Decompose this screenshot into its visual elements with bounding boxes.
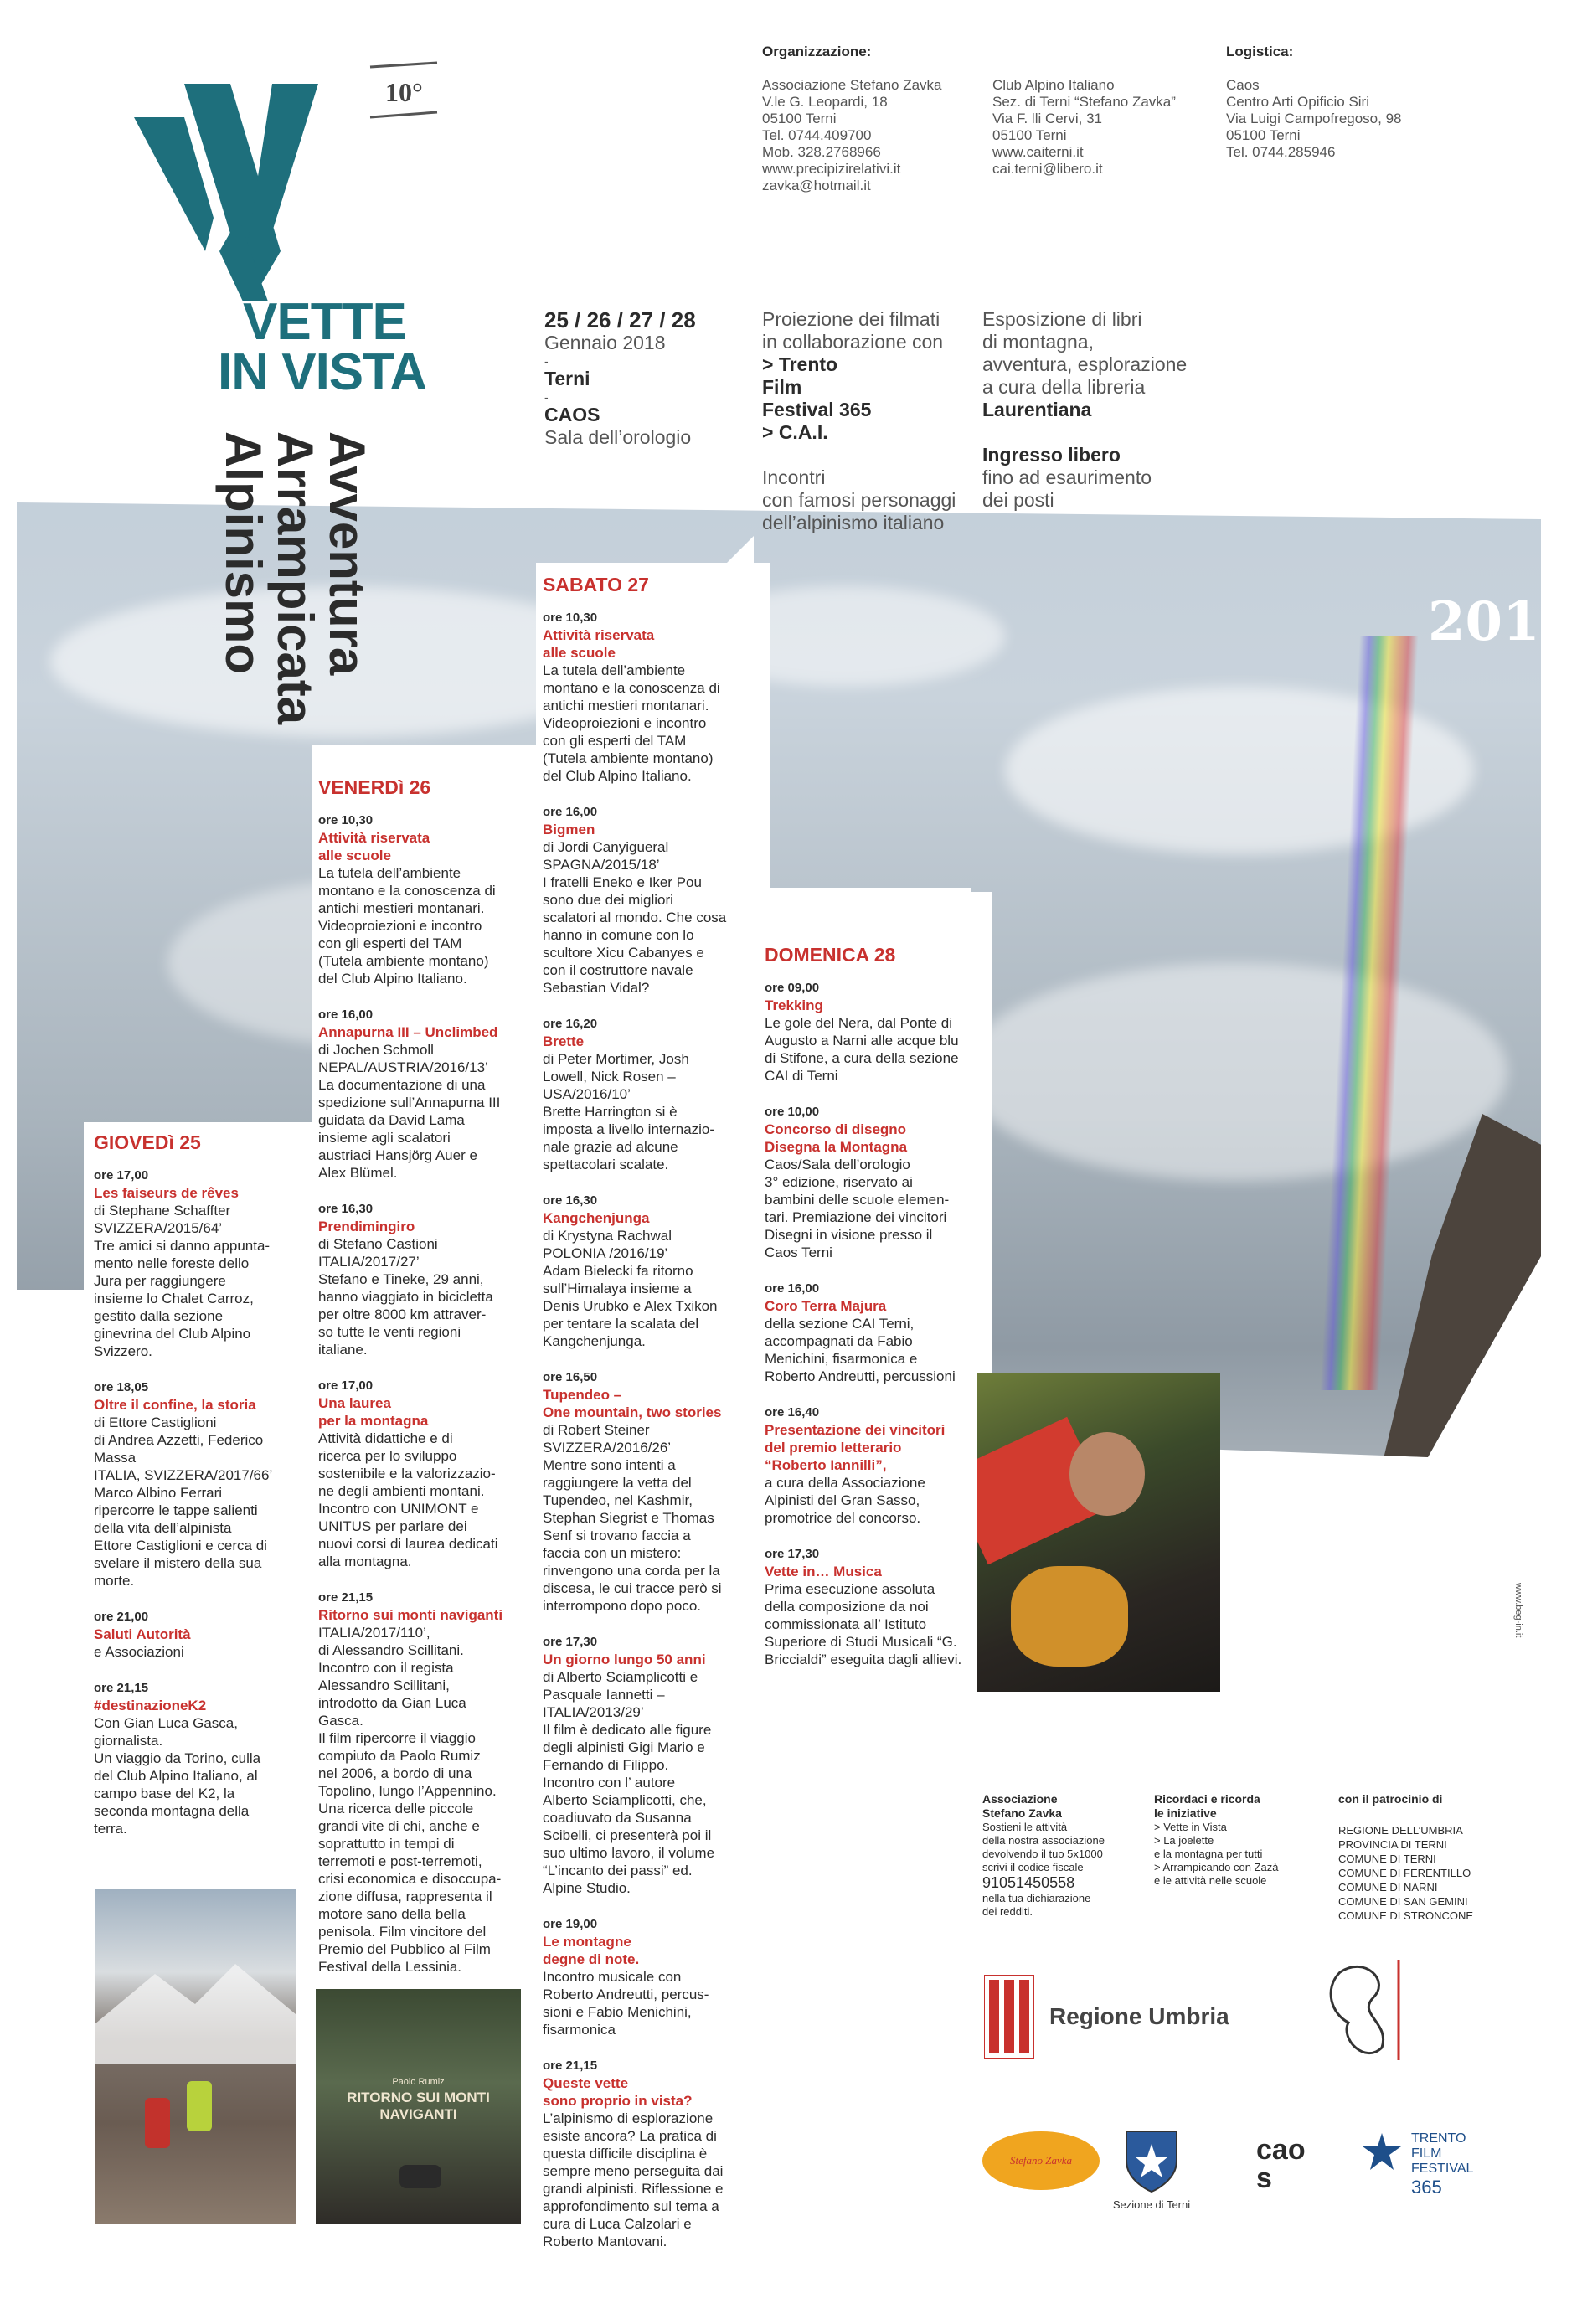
footer-patrocinio — [1338, 1792, 1556, 1923]
event-time: ore 16,30 — [543, 1193, 598, 1208]
dates-month: Gennaio 2018 — [544, 332, 666, 353]
event-item — [765, 1404, 984, 1527]
event-text: La tutela dell’ambiente montano e la conoscenza di antichi mestieri montanari. Videoproiezioni e incontro con gli esperti del TAM (Tutela ambiente montano) del Club Alpino Italiano. — [543, 662, 720, 784]
event-text: Caos/Sala dell’orologio 3° edizione, riservato ai bambini delle scuole elemen- tari. Premiazione dei vincitori Disegni in visione presso il Caos Terni — [765, 1157, 950, 1260]
event-title: Bigmen — [543, 822, 595, 837]
event-item — [318, 1006, 540, 1182]
ingresso-text: fino ad esaurimento dei posti — [982, 466, 1152, 511]
logo-title-line2: IN VISTA — [218, 343, 427, 401]
event-time: ore 10,00 — [765, 1105, 820, 1119]
event-text: Attività didattiche e di ricerca per lo sviluppo sostenibile e la valorizzazio- ne degli ambienti montani. Incontro con UNIMONT e UNITUS per parlare dei nuovi corsi di laurea dedicati alla montagna. — [318, 1430, 498, 1569]
trento-film-festival-logo — [1361, 2131, 1473, 2198]
caos-logo — [1256, 2136, 1323, 2194]
event-text: di Krystyna Rachwal POLONIA /2016/19’ Adam Bielecki fa ritorno sull’Himalaya insieme a Denis Urubko e Alex Txikon per tentare la scalata del Kangchenjunga. — [543, 1228, 718, 1349]
esposizione-libreria: Laurentiana — [982, 399, 1092, 420]
program-domenica — [756, 892, 992, 1695]
ingresso-label: Ingresso libero — [982, 444, 1121, 466]
subtitle-line3: Alpinismo — [215, 431, 271, 675]
year-label: 2018 — [1428, 590, 1578, 653]
subtitle-vertical — [214, 431, 373, 800]
poster-author: Paolo Rumiz — [392, 2077, 445, 2087]
event-time: ore 17,30 — [543, 1635, 598, 1649]
proiezione-item2: > C.A.I. — [762, 421, 828, 443]
event-time: ore 21,00 — [94, 1610, 149, 1624]
climber-photo — [977, 1373, 1220, 1692]
event-time: ore 21,15 — [543, 2059, 598, 2073]
proiezione-incontri: Incontri con famosi personaggi dell’alpinismo italiano — [762, 466, 956, 533]
event-text: e Associazioni — [94, 1644, 184, 1660]
event-item — [543, 1192, 762, 1350]
dates-days: 25 / 26 / 27 / 28 — [544, 307, 696, 332]
patrocinio-items: REGIONE DELL’UMBRIA PROVINCIA DI TERNI COMUNE DI TERNI COMUNE DI FERENTILLO COMUNE DI NARNI COMUNE DI SAN GEMINI COMUNE DI STRONCONE — [1338, 1824, 1474, 1922]
caos-logo-label: caos — [1256, 2134, 1306, 2194]
event-title: Oltre il confine, la storia — [94, 1397, 256, 1413]
event-time: ore 10,30 — [318, 813, 374, 827]
event-time: ore 10,30 — [543, 611, 598, 625]
event-time: ore 16,00 — [765, 1281, 820, 1296]
dates-city: Terni — [544, 368, 590, 389]
ricorda-items: > Vette in Vista > La joelette e la montagna per tutti > Arrampicando con Zazà e le attività nelle scuole — [1154, 1821, 1279, 1887]
assoc-title: Associazione Stefano Zavka — [982, 1792, 1062, 1820]
event-text: della sezione CAI Terni, accompagnati da Fabio Menichini, fisarmonica e Roberto Andreutti, percussioni — [765, 1316, 956, 1384]
subtitle-line2: Arrampicata — [267, 431, 323, 725]
event-title: Queste vette sono proprio in vista? — [543, 2075, 693, 2109]
event-time: ore 16,50 — [543, 1370, 598, 1384]
event-title: Prendimingiro — [318, 1219, 415, 1234]
event-item — [94, 1378, 320, 1590]
event-text: ITALIA/2017/110’, di Alessandro Scillitani. Incontro con il regista Alessandro Scillitani, introdotto da Gian Luca Gasca. Il film ripercorre il viaggio compiuto da Paolo Rumiz nel 2006, a bordo di una Topolino, lungo l’Appennino. Una ricerca delle piccole grandi vite di chi, anche e soprattutto in tempi di terremoti e post-terremoti, crisi economica e disoccupa- zione diffusa, rappresenta il motore sano della bella penisola. Film vincitore del Premio del Pubblico al Film Festival della Lessinia. — [318, 1625, 502, 1975]
program-giovedi — [84, 1122, 328, 1864]
proiezione-text: Proiezione dei filmati in collaborazione con — [762, 308, 944, 353]
day-heading: SABATO 27 — [543, 574, 649, 595]
event-title: Tupendeo – One mountain, two stories — [543, 1387, 722, 1420]
event-time: ore 21,15 — [94, 1681, 149, 1695]
regione-umbria-icon — [984, 1975, 1034, 2059]
day-heading: VENERDì 26 — [318, 776, 431, 798]
event-time: ore 17,00 — [318, 1378, 374, 1393]
event-item — [543, 1633, 762, 1897]
event-text: di Alberto Sciamplicotti e Pasquale Iannetti – ITALIA/2013/29’ Il film è dedicato alle figure degli alpinisti Gigi Mario e Fernando di Filippo. Incontro con l’ autore Alberto Sciamplicotti, che, coadiuvato da Susanna Scibelli, ci presenterà poi il suo ultimo lavoro, il volume “L’incanto dei passi” ed. Alpine Studio. — [543, 1669, 715, 1896]
subtitle-line1: Avventura — [319, 431, 375, 676]
proiezione-block — [762, 308, 980, 534]
event-item — [543, 803, 762, 997]
logo-title-line1: VETTE — [243, 293, 406, 351]
event-text: di Peter Mortimer, Josh Lowell, Nick Rosen – USA/2016/10’ Brette Harrington si è imposta a livello internazio- nale grazie ad alcune spettacolari scalate. — [543, 1051, 715, 1172]
patrocinio-title: con il patrocinio di — [1338, 1792, 1443, 1806]
event-text: di Robert Steiner SVIZZERA/2016/26’ Mentre sono intenti a raggiungere la vetta del Tupendeo, nel Kashmir, Stephan Siegrist e Thomas Senf si trovano faccia a faccia con un mistero: rinvengono una corda per la discesa, le cui tracce però si interrompono dopo poco. — [543, 1422, 722, 1614]
assoc-codice: 91051450558 — [982, 1874, 1075, 1891]
event-item — [765, 1280, 984, 1385]
day-heading: DOMENICA 28 — [765, 944, 896, 966]
assoc-text: Sostieni le attività della nostra associazione devolvendo il tuo 5x1000 scrivi il codice fiscale — [982, 1821, 1105, 1873]
event-title: Concorso di disegno Disegna la Montagna — [765, 1121, 908, 1155]
event-item — [318, 1377, 540, 1570]
event-title: Kangchenjunga — [543, 1210, 650, 1226]
organizzazione-label: Organizzazione: — [762, 44, 872, 59]
trento-label: TRENTO FILM FESTIVAL — [1411, 2131, 1474, 2176]
event-title: Presentazione dei vincitori del premio letterario “Roberto Iannilli”, — [765, 1422, 946, 1473]
assoc-text2: nella tua dichiarazione dei redditi. — [982, 1892, 1091, 1918]
event-item — [543, 1915, 762, 2038]
event-item — [765, 979, 984, 1085]
day-heading: GIOVEDì 25 — [94, 1131, 201, 1153]
footer-associazione — [982, 1792, 1150, 1919]
esposizione-block — [982, 308, 1217, 512]
event-time: ore 21,15 — [318, 1590, 374, 1605]
poster-title: RITORNO SUI MONTI NAVIGANTI — [347, 2090, 490, 2122]
event-item — [543, 2057, 762, 2250]
event-time: ore 17,00 — [94, 1168, 149, 1183]
dates-venue: CAOS — [544, 404, 600, 425]
event-item — [94, 1167, 320, 1360]
event-text: di Stefano Castioni ITALIA/2017/27’ Stefano e Tineke, 29 anni, hanno viaggiato in bicicletta per oltre 8000 km attraver- so tutte le venti regioni italiane. — [318, 1236, 493, 1358]
event-text: di Jordi Canyigueral SPAGNA/2015/18’ I fratelli Eneko e Iker Pou sono due dei migliori scalatori al mondo. Che cosa hanno in comune con lo scultore Xicu Cabanyes e con il costruttore navale Sebastian Vidal? — [543, 839, 727, 996]
zavka-logo — [982, 2131, 1100, 2190]
event-item — [318, 1589, 540, 1976]
event-title: Attività riservata alle scuole — [318, 830, 430, 863]
program-sabato — [536, 563, 770, 2277]
event-title: Trekking — [765, 997, 823, 1013]
event-item — [94, 1608, 320, 1661]
event-text: Le gole del Nera, dal Ponte di Augusto a Narni alle acque blu di Stifone, a cura della sezione CAI di Terni — [765, 1015, 959, 1084]
event-text: di Ettore Castiglioni di Andrea Azzetti, Federico Massa ITALIA, SVIZZERA/2017/66’ Marco Albino Ferrari ripercorre le tappe salienti della vita dell’alpinista Ettore Castiglioni e cerca di svelare il mistero della sua morte. — [94, 1414, 273, 1589]
event-item — [543, 1015, 762, 1173]
event-time: ore 16,40 — [765, 1405, 820, 1420]
event-title: Una laurea per la montagna — [318, 1395, 429, 1429]
logistica-label: Logistica: — [1226, 44, 1294, 59]
event-time: ore 17,30 — [765, 1547, 820, 1561]
event-text: Incontro musicale con Roberto Andreutti, percus- sioni e Fabio Menichini, fisarmonica — [543, 1969, 709, 2038]
proiezione-item1: > Trento Film Festival 365 — [762, 353, 872, 420]
event-text: di Stephane Schaffter SVIZZERA/2015/64’ Tre amici si danno appunta- mento nelle foreste dello Jura per raggiungere insieme lo Chalet Carroz, gestito dalla sezione ginevrina del Club Alpino Svizzero. — [94, 1203, 271, 1359]
event-time: ore 19,00 — [543, 1917, 598, 1931]
dates-dash1: - — [544, 354, 549, 368]
dates-dash2: - — [544, 390, 549, 404]
event-title: Brette — [543, 1033, 585, 1049]
footer-ricorda — [1154, 1792, 1322, 1888]
event-title: Attività riservata alle scuole — [543, 627, 655, 661]
event-title: Les faiseurs de rêves — [94, 1185, 239, 1201]
event-title: Saluti Autorità — [94, 1626, 191, 1642]
event-title: Ritorno sui monti naviganti — [318, 1607, 503, 1623]
event-text: L’alpinismo di esplorazione esiste ancora? La pratica di questa difficile disciplina è sempre meno perseguita dai grandi alpinisti. Riflessione e approfondimento sul tema a cura di Luca Calzolari e Roberto Mantovani. — [543, 2110, 724, 2249]
logistica-text: Caos Centro Arti Opificio Siri Via Luigi Campofregoso, 98 05100 Terni Tel. 0744.285946 — [1226, 77, 1402, 160]
cai-logo — [1110, 2123, 1193, 2211]
trento-365: 365 — [1411, 2177, 1442, 2198]
trekkers-photo — [95, 1889, 296, 2224]
event-title: #destinazioneK2 — [94, 1698, 207, 1713]
dates-block — [544, 308, 745, 449]
film-poster — [316, 1989, 521, 2224]
event-title: Le montagne degne di note. — [543, 1934, 640, 1967]
edition-label: 10° — [385, 77, 423, 107]
event-time: ore 16,30 — [318, 1202, 374, 1216]
event-item — [318, 812, 540, 987]
event-title: Annapurna III – Unclimbed — [318, 1024, 498, 1040]
cai-sezione-label: Sezione di Terni — [1112, 2198, 1191, 2211]
event-item — [318, 1200, 540, 1358]
logistica — [1226, 44, 1477, 161]
esposizione-text: Esposizione di libri di montagna, avventura, esplorazione a cura della libreria — [982, 308, 1188, 398]
event-time: ore 16,00 — [318, 1007, 374, 1022]
event-time: ore 18,05 — [94, 1380, 149, 1394]
zavka-logo-label: Stefano Zavka — [1009, 2154, 1072, 2167]
star-icon — [1361, 2131, 1403, 2173]
event-title: Vette in… Musica — [765, 1564, 882, 1579]
credit-label: www.beg-in.it — [1513, 1583, 1523, 1638]
program-venerdi — [312, 745, 549, 2002]
ricorda-title: Ricordaci e ricorda le iniziative — [1154, 1792, 1260, 1820]
regione-umbria-logo — [984, 1975, 1229, 2059]
event-time: ore 16,00 — [543, 805, 598, 819]
event-text: di Jochen Schmoll NEPAL/AUSTRIA/2016/13’ La documentazione di una spedizione sull’Annapurna III guidata da David Lama insieme agli scalatori austriaci Hansjörg Auer e Alex Blümel. — [318, 1042, 501, 1181]
cai-shield-icon — [1118, 2123, 1185, 2194]
event-title: Coro Terra Majura — [765, 1298, 887, 1314]
organizzazione-col2: Club Alpino Italiano Sez. di Terni “Stefano Zavka” Via F. lli Cervi, 31 05100 Terni www.caiterni.it cai.terni@libero.it — [992, 77, 1176, 177]
event-item — [94, 1679, 320, 1837]
regione-umbria-label: Regione Umbria — [1049, 2003, 1229, 2029]
organizzazione-col1: Associazione Stefano Zavka V.le G. Leopardi, 18 05100 Terni Tel. 0744.409700 Mob. 328.2768966 www.precipizirelativi.it zavka@hotmail.it — [762, 77, 942, 193]
dates-room: Sala dell’orologio — [544, 426, 692, 448]
event-text: Con Gian Luca Gasca, giornalista. Un viaggio da Torino, culla del Club Alpino Italiano, al campo base del K2, la seconda montagna della terra. — [94, 1715, 261, 1837]
event-time: ore 09,00 — [765, 981, 820, 995]
event-item — [765, 1545, 984, 1668]
event-text: Prima esecuzione assoluta della composizione da noi commissionata all’ Istituto Superiore di Studi Musicali “G. Briccialdi” eseguita dagli allievi. — [765, 1581, 962, 1667]
credit-vertical — [1512, 1583, 1525, 1650]
vv-logo-mark — [126, 59, 477, 310]
logo — [126, 59, 477, 410]
event-item — [543, 609, 762, 785]
event-text: La tutela dell’ambiente montano e la conoscenza di antichi mestieri montanari. Videoproiezioni e incontro con gli esperti del TAM (Tutela ambiente montano) del Club Alpino Italiano. — [318, 865, 496, 987]
organizzazione — [762, 44, 1231, 194]
event-time: ore 16,20 — [543, 1017, 598, 1031]
comune-terni-logo — [1315, 1956, 1407, 2064]
event-text: a cura della Associazione Alpinisti del Gran Sasso, promotrice del concorso. — [765, 1475, 925, 1526]
event-title: Un giorno lungo 50 anni — [543, 1652, 706, 1667]
dragon-icon — [1315, 1956, 1407, 2064]
event-item — [543, 1368, 762, 1615]
event-item — [765, 1103, 984, 1261]
